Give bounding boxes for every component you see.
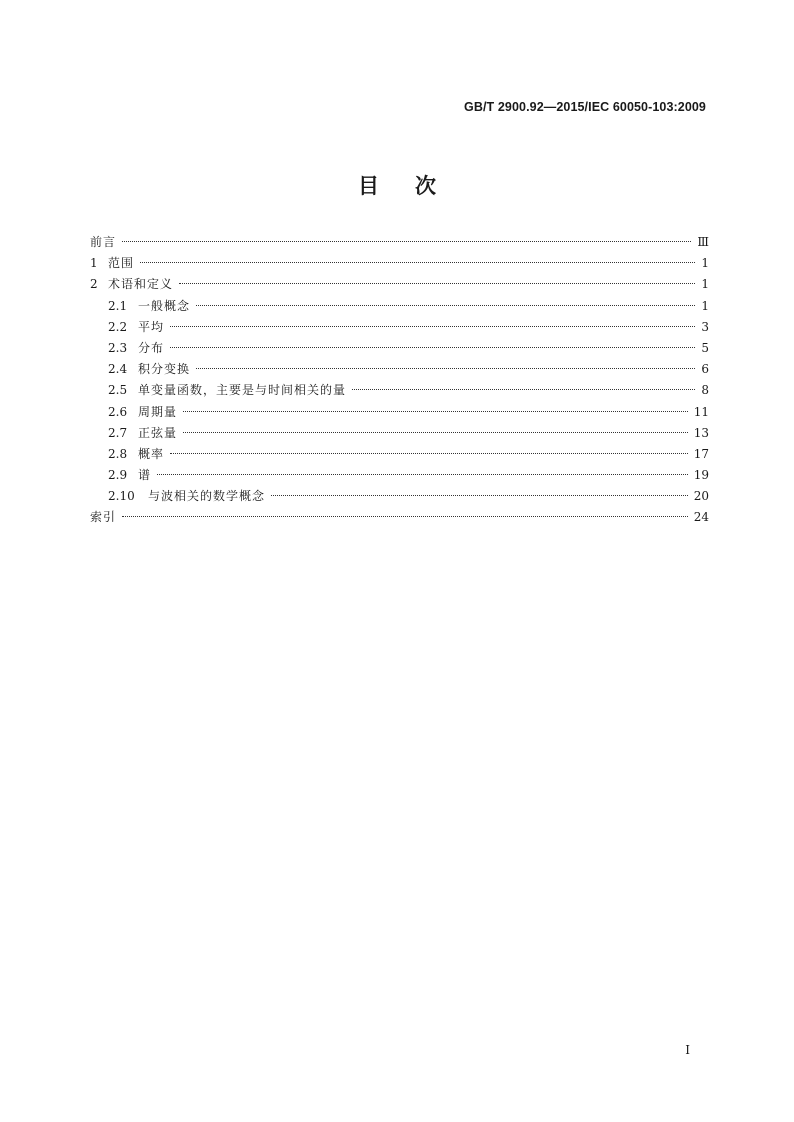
page-number: I: [685, 1043, 690, 1057]
toc-number: 2.6: [108, 404, 128, 419]
toc-label: 周期量: [138, 404, 178, 419]
toc-page: Ⅲ: [697, 235, 709, 249]
toc-label: 谱: [138, 468, 152, 483]
toc-entry-2-7[interactable]: [90, 423, 709, 444]
leader-dots: [122, 241, 691, 242]
toc-number: 2.7: [108, 425, 128, 440]
title-char-1: 目: [358, 174, 379, 198]
leader-dots: [140, 262, 695, 263]
leader-dots: [157, 474, 688, 475]
toc-page: 24: [693, 510, 709, 525]
toc-page: 20: [693, 489, 709, 504]
toc-entry-2-10[interactable]: [90, 486, 709, 507]
toc-label: 平均: [138, 319, 165, 334]
title-char-2: 次: [415, 174, 436, 198]
toc-entry-2-2[interactable]: [90, 317, 709, 338]
leader-dots: [183, 411, 688, 412]
leader-dots: [170, 326, 695, 327]
toc-page: 13: [693, 425, 709, 440]
toc-entry-1[interactable]: [90, 253, 709, 274]
toc-page: 17: [693, 446, 709, 461]
toc-number: 2: [90, 277, 98, 292]
toc-page: 19: [693, 468, 709, 483]
toc-label: 范围: [108, 256, 135, 271]
toc-list: [90, 232, 709, 529]
leader-dots: [179, 283, 695, 284]
toc-entry-2-4[interactable]: [90, 359, 709, 380]
toc-label: 正弦量: [138, 425, 178, 440]
toc-number: 2.8: [108, 446, 128, 461]
toc-page: 3: [701, 319, 709, 334]
toc-entry-2-9[interactable]: [90, 465, 709, 486]
toc-entry-2-1[interactable]: [90, 296, 709, 317]
leader-dots: [271, 495, 688, 496]
toc-label: 与波相关的数学概念: [148, 489, 266, 504]
leader-dots: [183, 432, 688, 433]
toc-label: 概率: [138, 446, 165, 461]
toc-entry-2-5[interactable]: [90, 380, 709, 401]
leader-dots: [196, 368, 695, 369]
toc-entry-2-3[interactable]: [90, 338, 709, 359]
toc-label: 前言: [90, 235, 117, 249]
page-title: [0, 170, 794, 200]
toc-number: 2.2: [108, 319, 128, 334]
toc-entry-preface[interactable]: [90, 232, 709, 253]
leader-dots: [352, 389, 695, 390]
toc-label: 单变量函数，主要是与时间相关的量: [138, 383, 347, 398]
toc-page: 11: [693, 404, 709, 419]
leader-dots: [122, 516, 688, 517]
leader-dots: [170, 453, 688, 454]
toc-number: 2.1: [108, 298, 128, 313]
toc-entry-2[interactable]: [90, 274, 709, 295]
toc-number: 2.9: [108, 468, 128, 483]
toc-label: 索引: [90, 510, 117, 525]
toc-number: 2.4: [108, 362, 128, 377]
standard-code: GB/T 2900.92—2015/IEC 60050-103:2009: [464, 100, 706, 114]
toc-label: 术语和定义: [108, 277, 174, 292]
toc-page: 5: [701, 340, 709, 355]
toc-label: 积分变换: [138, 362, 191, 377]
toc-label: 一般概念: [138, 298, 191, 313]
toc-page: 1: [701, 277, 709, 292]
leader-dots: [196, 305, 695, 306]
toc-label: 分布: [138, 340, 165, 355]
toc-page: 1: [701, 298, 709, 313]
toc-number: 2.3: [108, 340, 128, 355]
toc-entry-2-8[interactable]: [90, 444, 709, 465]
toc-number: 2.5: [108, 383, 128, 398]
toc-page: 8: [701, 383, 709, 398]
toc-page: 6: [701, 362, 709, 377]
toc-number: 2.10: [108, 489, 135, 504]
toc-page: 1: [701, 256, 709, 271]
toc-entry-index[interactable]: [90, 507, 709, 528]
toc-entry-2-6[interactable]: [90, 402, 709, 423]
leader-dots: [170, 347, 695, 348]
toc-number: 1: [90, 256, 98, 271]
